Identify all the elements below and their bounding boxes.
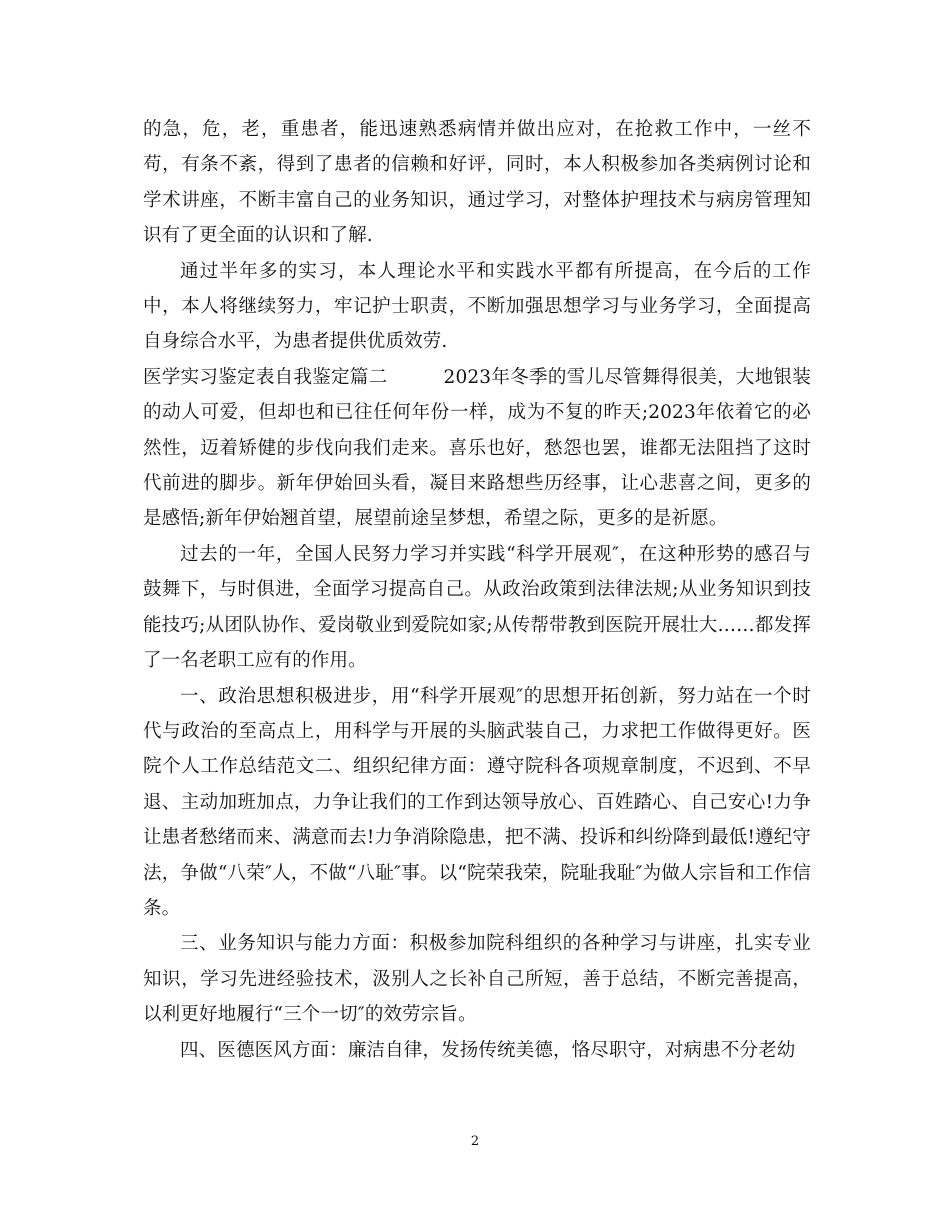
- paragraph-4: 过去的一年，全国人民努力学习并实践“科学开展观″，在这种形势的感召与鼓舞下，与时俱进，全面学习提高自己。从政治政策到法律法规;从业务知识到技能技巧;从团队协作、爱岗敬业到爱院如家;从传帮带教到医院开展壮大……都发挥了一名老职工应有的作用。: [143, 543, 811, 672]
- paragraph-2: 通过半年多的实习，本人理论水平和实践水平都有所提高，在今后的工作中，本人将继续努力，牢记护士职责，不断加强思想学习与业务学习，全面提高自身综合水平，为患者提供优质效劳.: [143, 260, 811, 353]
- page-number: 2: [470, 1134, 480, 1149]
- paragraph-5: 一、政治思想积极进步，用“科学开展观″的思想开拓创新，努力站在一个时代与政治的至高点上，用科学与开展的头脑武装自己，力求把工作做得更好。医院个人工作总结范文二、组织纪律方面：遵守院科各项规章制度，不迟到、不早退、主动加班加点，力争让我们的工作到达领导放心、百姓踏心、自己安心!力争让患者愁绪而来、满意而去!力争消除隐患，把不满、投诉和纠纷降到最低!遵纪守法，争做“八荣″人，不做“八耻″事。以“院荣我荣，院耻我耻″为做人宗旨和工作信条。: [143, 685, 811, 919]
- paragraph-7: 四、医德医风方面：廉洁自律，发扬传统美德，恪尽职守，对病患不分老幼: [180, 1039, 796, 1061]
- paragraph-6: 三、业务知识与能力方面：积极参加院科组织的各种学习与讲座，扎实专业知识，学习先进经验技术，汲别人之长补自己所短，善于总结，不断完善提高，以利更好地履行“三个一切″的效劳宗旨。: [143, 933, 811, 1026]
- section-text: 2023年冬季的雪儿尽管舞得很美，大地银装的动人可爱，但却也和已往任何年份一样，成为不复的昨天;2023年依着它的必然性，迈着矫健的步伐向我们走来。喜乐也好，愁怨也罢，谁都无法阻挡了这时代前进的脚步。新年伊始回头看，凝目来路想些历经事，让心悲喜之间，更多的是感悟;新年伊始翘首望，展望前途呈梦想，希望之际，更多的是祈愿。: [143, 366, 812, 530]
- paragraph-1: 的急，危，老，重患者，能迅速熟悉病情并做出应对，在抢救工作中，一丝不苟，有条不紊，得到了患者的信赖和好评，同时，本人积极参加各类病例讨论和学术讲座，不断丰富自己的业务知识，通过学习，对整体护理技术与病房管理知识有了更全面的认识和了解.: [143, 119, 811, 247]
- section-heading: 医学实习鉴定表自我鉴定篇二: [143, 366, 388, 388]
- paragraph-3: [143, 360, 811, 537]
- document-body: [143, 112, 811, 1068]
